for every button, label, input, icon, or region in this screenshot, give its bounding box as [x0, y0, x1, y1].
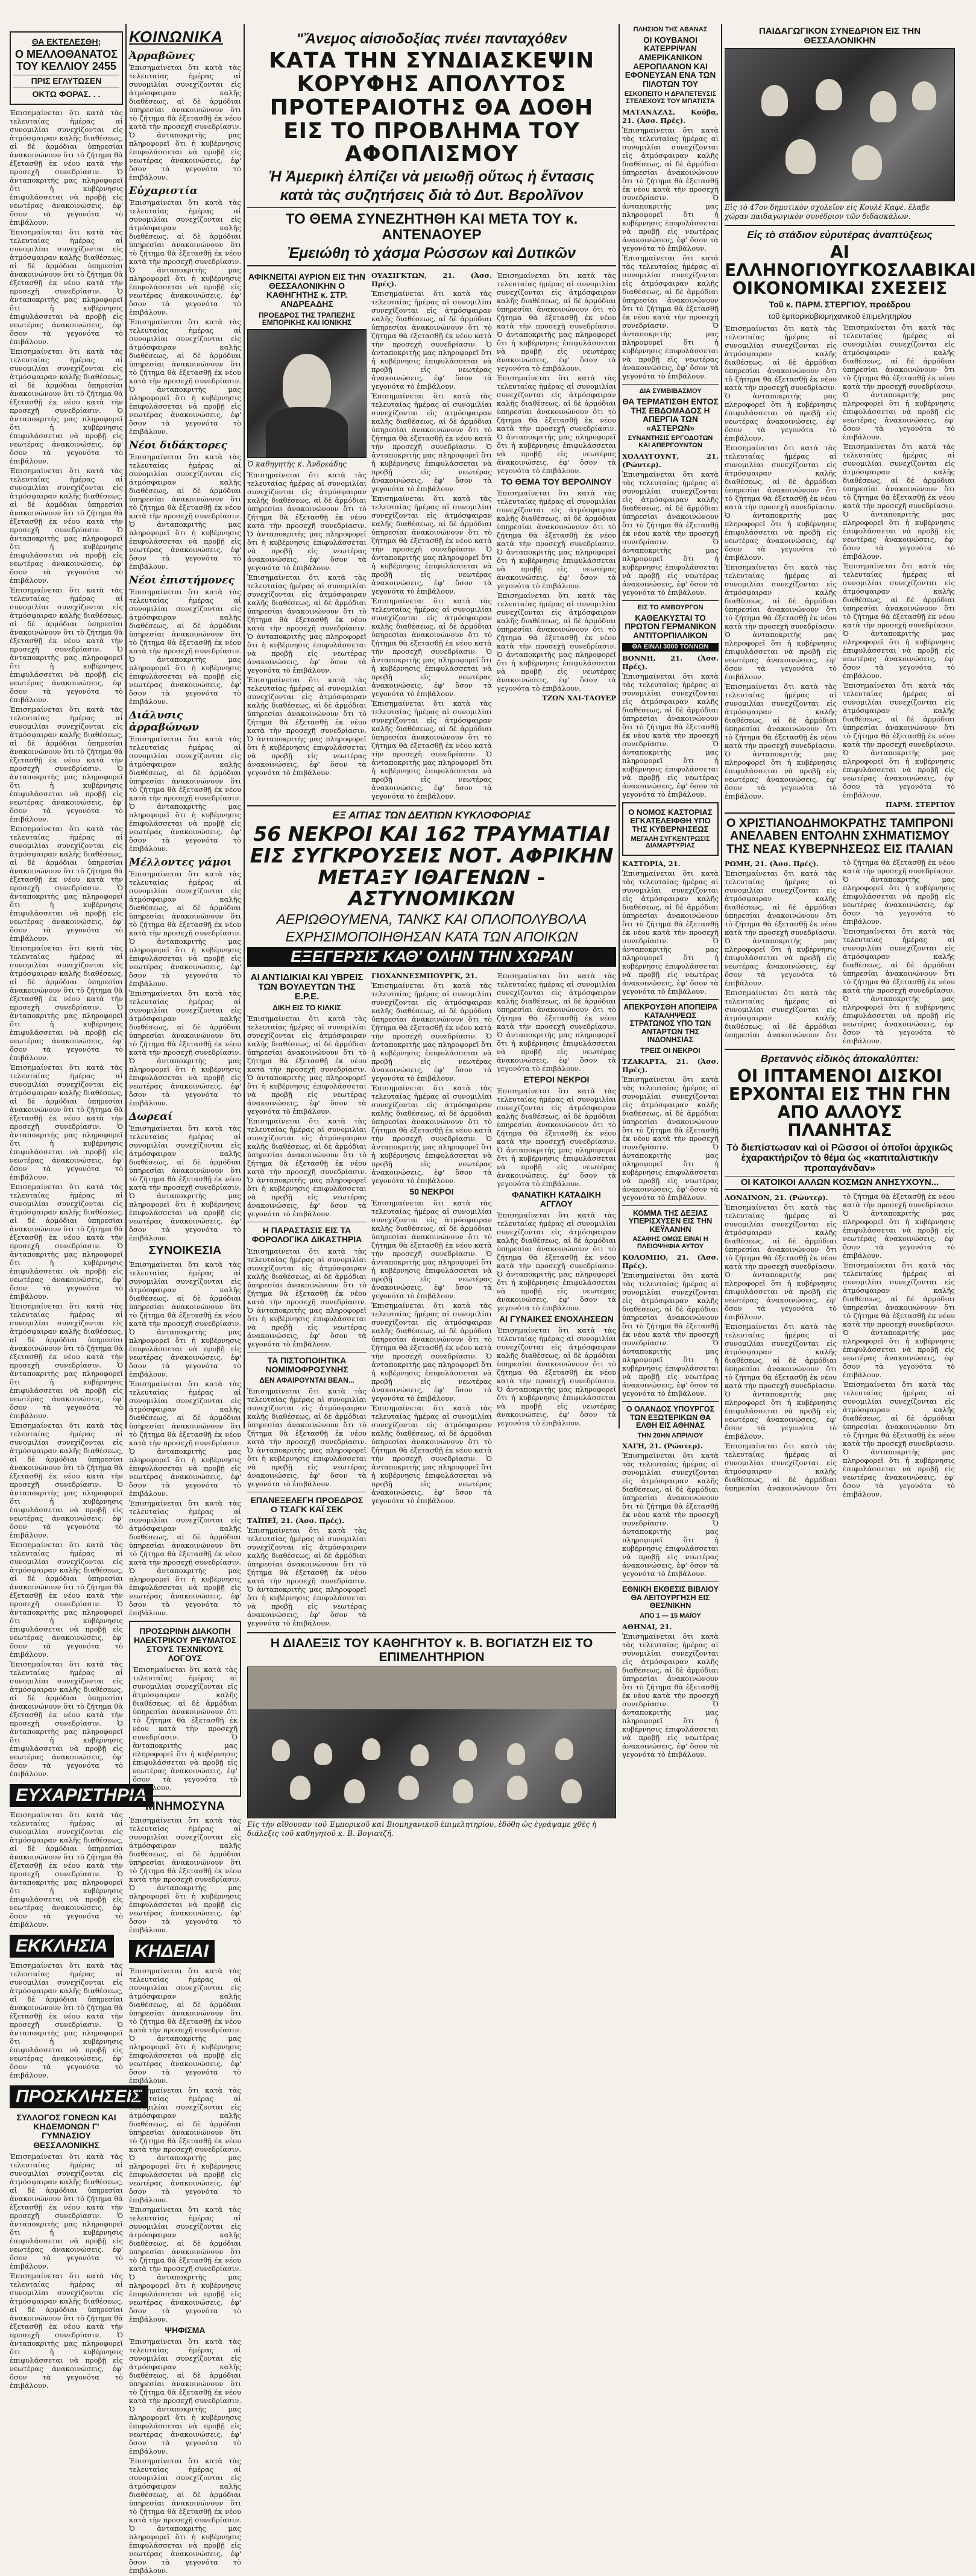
- sub-theme: ΤΟ ΘΕΜΑ ΤΟΥ ΒΕΡΟΛΙΝΟΥ: [501, 477, 612, 487]
- body-text: Ἐπισημαίνεται ὅτι κατὰ τὰς τελευταίας ἡμέρας αἱ συνομιλίαι συνεχίζονται εἰς ἀτμόσφαιραν καλῆς διαθέσεως, αἱ δὲ ἀρμόδιαι ὑπηρεσίαι ἀνακοινώνουν ὅτι τὸ ζήτημα θὰ ἐξετασθῇ ἐκ νέου κατὰ τὴν προσεχῆ συνεδρίασιν. Ὁ ἀνταποκριτὴς μας πληροφορεῖ ὅτι ἡ κυβέρνησις ἐπιφυλάσσεται νὰ προβῇ εἰς νεωτέρας ἀνακοινώσεις, ἐφ' ὅσον τὰ γεγονότα τὸ ἐπιβάλουν.: [129, 1815, 241, 1934]
- andreadis-headline: ΑΦΙΚΝΕΙΤΑΙ ΑΥΡΙΟΝ ΕΙΣ ΤΗΝ ΘΕΣΣΑΛΟΝΙΚΗΝ Ο ΚΑΘΗΓΗΤΗΣ κ. ΣΤΡ. ΑΝΔΡΕΑΔΗΣ: [248, 272, 366, 309]
- story-sub: ΟΚΤΩ ΦΟΡΑΣ. . .: [32, 89, 101, 99]
- body-text: Ἐπισημαίνεται ὅτι κατὰ τὰς τελευταίας ἡμέρας αἱ συνομιλίαι συνεχίζονται εἰς ἀτμόσφαιραν καλῆς διαθέσεως, αἱ δὲ ἀρμόδιαι ὑπηρεσίαι ἀνακοινώνουν ὅτι τὸ ζήτημα θὰ ἐξετασθῇ ἐκ νέου κατὰ τὴν προσεχῆ συνεδρίασιν. Ὁ ἀνταποκριτὴς μας πληροφορεῖ ὅτι ἡ κυβέρνησις ἐπιφυλάσσεται νὰ προβῇ εἰς νεωτέρας ἀνακοινώσεις, ἐφ' ὅσον τὰ γεγονότα τὸ ἐπιβάλουν.: [371, 1198, 492, 1300]
- body-text: Ἐπισημαίνεται ὅτι κατὰ τὰς τελευταίας ἡμέρας αἱ συνομιλίαι συνεχίζονται εἰς ἀτμόσφαιραν καλῆς διαθέσεως, αἱ δὲ ἀρμόδιαι ὑπηρεσίαι ἀνακοινώνουν ὅτι τὸ ζήτημα θὰ ἐξετασθῇ ἐκ νέου κατὰ τὴν προσεχῆ συνεδρίασιν. Ὁ ἀνταποκριτὴς μας πληροφορεῖ ὅτι ἡ κυβέρνησις ἐπιφυλάσσεται νὰ προβῇ εἰς νεωτέρας ἀνακοινώσεις, ἐφ' ὅσον τὰ γεγονότα τὸ ἐπιβάλουν.: [622, 1271, 719, 1398]
- body-text: Ἐπισημαίνεται ὅτι κατὰ τὰς τελευταίας ἡμέρας αἱ συνομιλίαι συνεχίζονται εἰς ἀτμόσφαιραν καλῆς διαθέσεως, αἱ δὲ ἀρμόδιαι ὑπηρεσίαι ἀνακοινώνουν ὅτι τὸ ζήτημα θὰ ἐξετασθῇ ἐκ νέου κατὰ τὴν προσεχῆ συνεδρίασιν. Ὁ ἀνταποκριτὴς μας πληροφορεῖ ὅτι ἡ κυβέρνησις ἐπιφυλάσσεται νὰ προβῇ εἰς νεωτέρας ἀνακοινώσεις, ἐφ' ὅσον τὰ γεγονότα τὸ ἐπιβάλουν.: [10, 108, 123, 227]
- indonesia-sub: ΤΡΕΙΣ ΟΙ ΝΕΚΡΟΙ: [640, 1046, 701, 1055]
- body-text: Ἐπισημαίνεται ὅτι κατὰ τὰς τελευταίας ἡμέρας αἱ συνομιλίαι συνεχίζονται εἰς ἀτμόσφαιραν καλῆς διαθέσεως, αἱ δὲ ἀρμόδιαι ὑπηρεσίαι ἀνακοινώνουν ὅτι τὸ ζήτημα θὰ ἐξετασθῇ ἐκ νέου κατὰ τὴν προσεχῆ συνεδρίασιν. Ὁ ἀνταποκριτὴς μας πληροφορεῖ ὅτι ἡ κυβέρνησις ἐπιφυλάσσεται νὰ προβῇ εἰς νεωτέρας ἀνακοινώσεις, ἐφ' ὅσον τὰ γεγονότα τὸ ἐπιβάλουν.: [622, 470, 719, 597]
- dateline: ΛΟΝΔΙΝΟΝ, 21. (Ρώυτερ).: [725, 1193, 828, 1202]
- body-text: Ἐπισημαίνεται ὅτι κατὰ τὰς τελευταίας ἡμέρας αἱ συνομιλίαι συνεχίζονται εἰς ἀτμόσφαιραν καλῆς διαθέσεως, αἱ δὲ ἀρμόδιαι ὑπηρεσίαι ἀνακοινώνουν ὅτι τὸ ζήτημα θὰ ἐξετασθῇ ἐκ νέου κατὰ τὴν προσεχῆ συνεδρίασιν. Ὁ ἀνταποκριτὴς μας πληροφορεῖ ὅτι ἡ κυβέρνησις ἐπιφυλάσσεται νὰ προβῇ εἰς νεωτέρας ἀνακοινώσεις, ἐφ' ὅσον τὰ γεγονότα τὸ ἐπιβάλουν.: [622, 1451, 719, 1579]
- body-text: Ἐπισημαίνεται ὅτι κατὰ τὰς τελευταίας ἡμέρας αἱ συνομιλίαι συνεχίζονται εἰς ἀτμόσφαιραν καλῆς διαθέσεως, αἱ δὲ ἀρμόδιαι ὑπηρεσίαι ἀνακοινώνουν ὅτι τὸ ζήτημα θὰ ἐξετασθῇ ἐκ νέου κατὰ τὴν προσεχῆ συνεδρίασιν. Ὁ ἀνταποκριτὴς μας πληροφορεῖ ὅτι ἡ κυβέρνησις ἐπιφυλάσσεται νὰ προβῇ εἰς νεωτέρας ἀνακοινώσεις, ἐφ' ὅσον τὰ γεγονότα τὸ ἐπιβάλουν.: [497, 971, 616, 1073]
- column-5: [725, 24, 976, 1498]
- power-notice: [129, 1621, 241, 1797]
- dateline: ΚΑΣΤΟΡΙΑ, 21.: [622, 859, 681, 869]
- body-text: Ἐπισημαίνεται ὅτι κατὰ τὰς τελευταίας ἡμέρας αἱ συνομιλίαι συνεχίζονται εἰς ἀτμόσφαιραν καλῆς διαθέσεως, αἱ δὲ ἀρμόδιαι ὑπηρεσίαι ἀνακοινώνουν ὅτι τὸ ζήτημα θὰ ἐξετασθῇ ἐκ νέου κατὰ τὴν προσεχῆ συνεδρίασιν. Ὁ ἀνταποκριτὴς μας πληροφορεῖ ὅτι ἡ κυβέρνησις ἐπιφυλάσσεται νὰ προβῇ εἰς νεωτέρας ἀνακοινώσεις, ἐφ' ὅσον τὰ γεγονότα τὸ ἐπιβάλουν.: [843, 927, 955, 1046]
- economy-author: Τοῦ κ. ΠΑΡΜ. ΣΤΕΡΓΙΟΥ, προέδρου: [769, 300, 911, 310]
- body-text: Ἐπισημαίνεται ὅτι κατὰ τὰς τελευταίας ἡμέρας αἱ συνομιλίαι συνεχίζονται εἰς ἀτμόσφαιραν καλῆς διαθέσεως, αἱ δὲ ἀρμόδιαι ὑπηρεσίαι ἀνακοινώνουν ὅτι τὸ ζήτημα θὰ ἐξετασθῇ ἐκ νέου κατὰ τὴν προσεχῆ συνεδρίασιν. Ὁ ἀνταποκριτὴς μας πληροφορεῖ ὅτι ἡ κυβέρνησις ἐπιφυλάσσεται νὰ προβῇ εἰς νεωτέρας ἀνακοινώσεις, ἐφ' ὅσον τὰ γεγονότα τὸ ἐπιβάλουν.: [725, 858, 955, 1040]
- book-fair-sub: ΑΠΟ 1 — 15 ΜΑΪΟΥ: [640, 1612, 701, 1619]
- column-rule: [125, 24, 127, 1428]
- subsection-synoikesia: ΣΥΝΟΙΚΕΣΙΑ: [148, 1244, 222, 1257]
- body-text: Ἐπισημαίνεται ὅτι κατὰ τὰς τελευταίας ἡμέρας αἱ συνομιλίαι συνεχίζονται εἰς ἀτμόσφαιραν καλῆς διαθέσεως, αἱ δὲ ἀρμόδιαι ὑπηρεσίαι ἀνακοινώνουν ὅτι τὸ ζήτημα θὰ ἐξετασθῇ ἐκ νέου κατὰ τὴν προσεχῆ συνεδρίασιν. Ὁ ἀνταποκριτὴς μας πληροφορεῖ ὅτι ἡ κυβέρνησις ἐπιφυλάσσεται νὰ προβῇ εἰς νεωτέρας ἀνακοινώσεις, ἐφ' ὅσον τὰ γεγονότα τὸ ἐπιβάλουν.: [129, 989, 241, 1107]
- body-text: Ἐπισημαίνεται ὅτι κατὰ τὰς τελευταίας ἡμέρας αἱ συνομιλίαι συνεχίζονται εἰς ἀτμόσφαιραν καλῆς διαθέσεως, αἱ δὲ ἀρμόδιαι ὑπηρεσίαι ἀνακοινώνουν ὅτι τὸ ζήτημα θὰ ἐξετασθῇ ἐκ νέου κατὰ τὴν προσεχῆ συνεδρίασιν. Ὁ ἀνταποκριτὴς μας πληροφορεῖ ὅτι ἡ κυβέρνησις ἐπιφυλάσσεται νὰ προβῇ εἰς νεωτέρας ἀνακοινώσεις, ἐφ' ὅσον τὰ γεγονότα τὸ ἐπιβάλουν.: [10, 944, 123, 1063]
- africa-deck-1: ΑΕΡΙΩΘΟΥΜΕΝΑ, ΤΑΝΚΣ ΚΑΙ ΟΠΛΟΠΟΛΥΒΟΛΑ: [276, 911, 587, 927]
- body-text: Ἐπισημαίνεται ὅτι κατὰ τὰς τελευταίας ἡμέρας αἱ συνομιλίαι συνεχίζονται εἰς ἀτμόσφαιραν καλῆς διαθέσεως, αἱ δὲ ἀρμόδιαι ὑπηρεσίαι ἀνακοινώνουν ὅτι τὸ ζήτημα θὰ ἐξετασθῇ ἐκ νέου κατὰ τὴν προσεχῆ συνεδρίασιν. Ὁ ἀνταποκριτὴς μας πληροφορεῖ ὅτι ἡ κυβέρνησις ἐπιφυλάσσεται νὰ προβῇ εἰς νεωτέρας ἀνακοινώσεις, ἐφ' ὅσον τὰ γεγονότα τὸ ἐπιβάλουν.: [10, 467, 123, 585]
- byline: ΤΖΩΝ ΧΑΙ-ΤΑΟΥΕΡ: [542, 694, 616, 703]
- dateline: ΓΙΟΧΑΝΝΕΣΜΠΟΥΡΓΚ, 21.: [371, 971, 477, 980]
- certificates-sub: ΔΕΝ ΑΦΑΙΡΟΥΝΤΑΙ ΒΕΑΝ...: [259, 1375, 354, 1384]
- body-text: Ἐπισημαίνεται ὅτι κατὰ τὰς τελευταίας ἡμέρας αἱ συνομιλίαι συνεχίζονται εἰς ἀτμόσφαιραν καλῆς διαθέσεως, αἱ δὲ ἀρμόδιαι ὑπηρεσίαι ἀνακοινώνουν ὅτι τὸ ζήτημα θὰ ἐξετασθῇ ἐκ νέου κατὰ τὴν προσεχῆ συνεδρίασιν. Ὁ ἀνταποκριτὴς μας πληροφορεῖ ὅτι ἡ κυβέρνησις ἐπιφυλάσσεται νὰ προβῇ εἰς νεωτέρας ἀνακοινώσεις, ἐφ' ὅσον τὰ γεγονότα τὸ ἐπιβάλουν.: [497, 489, 616, 591]
- dutch-minister-headline: Ο ΟΛΑΝΔΟΣ ΥΠΟΥΡΓΟΣ ΤΩΝ ΕΞΩΤΕΡΙΚΩΝ ΘΑ ΕΛΘΗ ΕΙΣ ΑΘΗΝΑΣ: [626, 1405, 715, 1430]
- kastoria-box: [622, 802, 719, 856]
- body-text: Ἐπισημαίνεται ὅτι κατὰ τὰς τελευταίας ἡμέρας αἱ συνομιλίαι συνεχίζονται εἰς ἀτμόσφαιραν καλῆς διαθέσεως, αἱ δὲ ἀρμόδιαι ὑπηρεσίαι ἀνακοινώνουν ὅτι τὸ ζήτημα θὰ ἐξετασθῇ ἐκ νέου κατὰ τὴν προσεχῆ συνεδρίασιν. Ὁ ἀνταποκριτὴς μας πληροφορεῖ ὅτι ἡ κυβέρνησις ἐπιφυλάσσεται νὰ προβῇ εἰς νεωτέρας ἀνακοινώσεις, ἐφ' ὅσον τὰ γεγονότα τὸ ἐπιβάλουν.: [10, 2271, 123, 2390]
- story-kelli-2455: [10, 31, 123, 105]
- body-text: Ἐπισημαίνεται ὅτι κατὰ τὰς τελευταίας ἡμέρας αἱ συνομιλίαι συνεχίζονται εἰς ἀτμόσφαιραν καλῆς διαθέσεως, αἱ δὲ ἀρμόδιαι ὑπηρεσίαι ἀνακοινώνουν ὅτι τὸ ζήτημα θὰ ἐξετασθῇ ἐκ νέου κατὰ τὴν προσεχῆ συνεδρίασιν. Ὁ ἀνταποκριτὴς μας πληροφορεῖ ὅτι ἡ κυβέρνησις ἐπιφυλάσσεται νὰ προβῇ εἰς νεωτέρας ἀνακοινώσεις, ἐφ' ὅσον τὰ γεγονότα τὸ ἐπιβάλουν.: [247, 676, 367, 778]
- africa-sub-3: ΦΑΝΑΤΙΚΗ ΚΑΤΑΔΙΚΗ ΑΓΓΛΟΥ: [512, 1189, 601, 1208]
- ceylon-headline: ΚΟΜΜΑ ΤΗΣ ΔΕΞΙΑΣ ΥΠΕΡΙΣΧΥΣΕΝ ΕΙΣ ΤΗΝ ΚΕΫΛΑΝΗΝ: [628, 1208, 713, 1234]
- ufo-headline: ΟΙ ΙΠΤΑΜΕΝΟΙ ΔΙΣΚΟΙ ΕΡΧΟΝΤΑΙ ΕΙΣ ΤΗΝ ΓΗΝ ΑΠΟ ΑΛΛΟΥΣ ΠΛΑΝΗΤΑΣ: [728, 1066, 951, 1141]
- indonesia-headline: ΑΠΕΚΡΟΥΣΘΗ ΑΠΟΠΕΙΡΑ ΚΑΤΑΛΗΨΕΩΣ ΣΤΡΑΤΩΝΟΣ ΥΠΟ ΤΩΝ ΑΝΤΑΡΤΩΝ ΤΗΣ ΙΝΔΟΝΗΣΙΑΣ: [623, 1003, 717, 1045]
- power-notice-title: ΠΡΟΣΩΡΙΝΗ ΔΙΑΚΟΠΗ ΗΛΕΚΤΡΙΚΟΥ ΡΕΥΜΑΤΟΣ ΣΤΟΥΣ ΤΕΧΝΙΚΟΥΣ ΛΟΓΟΥΣ: [133, 1626, 237, 1663]
- body-text: Ἐπισημαίνεται ὅτι κατὰ τὰς τελευταίας ἡμέρας αἱ συνομιλίαι συνεχίζονται εἰς ἀτμόσφαιραν καλῆς διαθέσεως, αἱ δὲ ἀρμόδιαι ὑπηρεσίαι ἀνακοινώνουν ὅτι τὸ ζήτημα θὰ ἐξετασθῇ ἐκ νέου κατὰ τὴν προσεχῆ συνεδρίασιν. Ὁ ἀνταποκριτὴς μας πληροφορεῖ ὅτι ἡ κυβέρνησις ἐπιφυλάσσεται νὰ προβῇ εἰς νεωτέρας ἀνακοινώσεις, ἐφ' ὅσον τὰ γεγονότα τὸ ἐπιβάλουν.: [622, 126, 719, 253]
- congress-photo-headline: ΠΑΙΔΑΓΩΓΙΚΟΝ ΣΥΝΕΔΡΙΟΝ ΕΙΣ ΤΗΝ ΘΕΣΣΑΛΟΝΙΚΗΝ: [758, 26, 921, 46]
- body-text: Ἐπισημαίνεται ὅτι κατὰ τὰς τελευταίας ἡμέρας αἱ συνομιλίαι συνεχίζονται εἰς ἀτμόσφαιραν καλῆς διαθέσεως, αἱ δὲ ἀρμόδιαι ὑπηρεσίαι ἀνακοινώνουν ὅτι τὸ ζήτημα θὰ ἐξετασθῇ ἐκ νέου κατὰ τὴν προσεχῆ συνεδρίασιν. Ὁ ἀνταποκριτὴς μας πληροφορεῖ ὅτι ἡ κυβέρνησις ἐπιφυλάσσεται νὰ προβῇ εἰς νεωτέρας ἀνακοινώσεις, ἐφ' ὅσον τὰ γεγονότα τὸ ἐπιβάλουν.: [725, 324, 837, 442]
- body-text: Ἐπισημαίνεται ὅτι κατὰ τὰς τελευταίας ἡμέρας αἱ συνομιλίαι συνεχίζονται εἰς ἀτμόσφαιραν καλῆς διαθέσεως, αἱ δὲ ἀρμόδιαι ὑπηρεσίαι ἀνακοινώνουν ὅτι τὸ ζήτημα θὰ ἐξετασθῇ ἐκ νέου κατὰ τὴν προσεχῆ συνεδρίασιν. Ὁ ἀνταποκριτὴς μας πληροφορεῖ ὅτι ἡ κυβέρνησις ἐπιφυλάσσεται νὰ προβῇ εἰς νεωτέρας ἀνακοινώσεις, ἐφ' ὅσον τὰ γεγονότα τὸ ἐπιβάλουν.: [10, 2152, 123, 2270]
- africa-sub-4: ΑΙ ΓΥΝΑΙΚΕΣ ΕΝΟΧΛΗΣΕΩΝ: [499, 1314, 614, 1324]
- body-text: Ἐπισημαίνεται ὅτι κατὰ τὰς τελευταίας ἡμέρας αἱ συνομιλίαι συνεχίζονται εἰς ἀτμόσφαιραν καλῆς διαθέσεως, αἱ δὲ ἀρμόδιαι ὑπηρεσίαι ἀνακοινώνουν ὅτι τὸ ζήτημα θὰ ἐξετασθῇ ἐκ νέου κατὰ τὴν προσεχῆ συνεδρίασιν. Ὁ ἀνταποκριτὴς μας πληροφορεῖ ὅτι ἡ κυβέρνησις ἐπιφυλάσσεται νὰ προβῇ εἰς νεωτέρας ἀνακοινώσεις, ἐφ' ὅσον τὰ γεγονότα τὸ ἐπιβάλουν.: [129, 1379, 241, 1498]
- section-kideiai: ΚΗΔΕΙΑΙ: [129, 1940, 215, 1963]
- body-text: Ἐπισημαίνεται ὅτι κατὰ τὰς τελευταίας ἡμέρας αἱ συνομιλίαι συνεχίζονται εἰς ἀτμόσφαιραν καλῆς διαθέσεως, αἱ δὲ ἀρμόδιαι ὑπηρεσίαι ἀνακοινώνουν ὅτι τὸ ζήτημα θὰ ἐξετασθῇ ἐκ νέου κατὰ τὴν προσεχῆ συνεδρίασιν. Ὁ ἀνταποκριτὴς μας πληροφορεῖ ὅτι ἡ κυβέρνησις ἐπιφυλάσσεται νὰ προβῇ εἰς νεωτέρας ἀνακοινώσεις, ἐφ' ὅσον τὰ γεγονότα τὸ ἐπιβάλουν.: [843, 561, 955, 680]
- kilkis-sub: ΔΙΚΗ ΕΙΣ ΤΟ ΚΙΛΚΙΣ: [272, 1004, 341, 1013]
- congress-photo: [725, 48, 955, 201]
- body-text: Ἐπισημαίνεται ὅτι κατὰ τὰς τελευταίας ἡμέρας αἱ συνομιλίαι συνεχίζονται εἰς ἀτμόσφαιραν καλῆς διαθέσεως, αἱ δὲ ἀρμόδιαι ὑπηρεσίαι ἀνακοινώνουν ὅτι τὸ ζήτημα θὰ ἐξετασθῇ ἐκ νέου κατὰ τὴν προσεχῆ συνεδρίασιν. Ὁ ἀνταποκριτὴς μας πληροφορεῖ ὅτι ἡ κυβέρνησις ἐπιφυλάσσεται νὰ προβῇ εἰς νεωτέρας ἀνακοινώσεις, ἐφ' ὅσον τὰ γεγονότα τὸ ἐπιβάλουν.: [10, 1961, 123, 2080]
- body-text: Ἐπισημαίνεται ὅτι κατὰ τὰς τελευταίας ἡμέρας αἱ συνομιλίαι συνεχίζονται εἰς ἀτμόσφαιραν καλῆς διαθέσεως, αἱ δὲ ἀρμόδιαι ὑπηρεσίαι ἀνακοινώνουν ὅτι τὸ ζήτημα θὰ ἐξετασθῇ ἐκ νέου κατὰ τὴν προσεχῆ συνεδρίασιν. Ὁ ἀνταποκριτὴς μας πληροφορεῖ ὅτι ἡ κυβέρνησις ἐπιφυλάσσεται νὰ προβῇ εἰς νεωτέρας ἀνακοινώσεις, ἐφ' ὅσον τὰ γεγονότα τὸ ἐπιβάλουν.: [129, 1966, 241, 2085]
- subsection-eucharistia: Εὐχαριστία: [129, 185, 198, 197]
- strike-kicker: ΔΙΑ ΣΥΜΒΙΒΑΣΜΟΥ: [639, 388, 702, 395]
- body-text: Ἐπισημαίνεται ὅτι κατὰ τὰς τελευταίας ἡμέρας αἱ συνομιλίαι συνεχίζονται εἰς ἀτμόσφαιραν καλῆς διαθέσεως, αἱ δὲ ἀρμόδιαι ὑπηρεσίαι ἀνακοινώνουν ὅτι τὸ ζήτημα θὰ ἐξετασθῇ ἐκ νέου κατὰ τὴν προσεχῆ συνεδρίασιν. Ὁ ἀνταποκριτὴς μας πληροφορεῖ ὅτι ἡ κυβέρνησις ἐπιφυλάσσεται νὰ προβῇ εἰς νεωτέρας ἀνακοινώσεις, ἐφ' ὅσον τὰ γεγονότα τὸ ἐπιβάλουν.: [622, 671, 719, 799]
- africa-col-a: [371, 970, 492, 1629]
- dateline: ΤΑΪΠΕΪ, 21. (Ἀσσ. Πρές).: [247, 1516, 345, 1525]
- ufo-kicker: Βρεταννὸς εἰδικὸς ἀποκαλύπτει:: [760, 1053, 919, 1065]
- body-text: Ἐπισημαίνεται ὅτι κατὰ τὰς τελευταίας ἡμέρας αἱ συνομιλίαι συνεχίζονται εἰς ἀτμόσφαιραν καλῆς διαθέσεως, αἱ δὲ ἀρμόδιαι ὑπηρεσίαι ἀνακοινώνουν ὅτι τὸ ζήτημα θὰ ἐξετασθῇ ἐκ νέου κατὰ τὴν προσεχῆ συνεδρίασιν. Ὁ ἀνταποκριτὴς μας πληροφορεῖ ὅτι ἡ κυβέρνησις ἐπιφυλάσσεται νὰ προβῇ εἰς νεωτέρας ἀνακοινώσεις, ἐφ' ὅσον τὰ γεγονότα τὸ ἐπιβάλουν.: [129, 1260, 241, 1378]
- main-headline: ΚΑΤΑ ΤΗΝ ΣΥΝΔΙΑΣΚΕΨΙΝ ΚΟΡΥΦΗΣ ΑΠΟΛΥΤΟΣ ΠΡΟΤΕΡΑΙΟΤΗΣ ΘΑ ΔΟΘΗ ΕΙΣ ΤΟ ΠΡΟΒΛΗΜΑ ΤΟΥ ΑΦΟΠΛΙΣΜΟΥ: [268, 48, 595, 167]
- body-text: Ἐπισημαίνεται ὅτι κατὰ τὰς τελευταίας ἡμέρας αἱ συνομιλίαι συνεχίζονται εἰς ἀτμόσφαιραν καλῆς διαθέσεως, αἱ δὲ ἀρμόδιαι ὑπηρεσίαι ἀνακοινώνουν ὅτι τὸ ζήτημα θὰ ἐξετασθῇ ἐκ νέου κατὰ τὴν προσεχῆ συνεδρίασιν. Ὁ ἀνταποκριτὴς μας πληροφορεῖ ὅτι ἡ κυβέρνησις ἐπιφυλάσσεται νὰ προβῇ εἰς νεωτέρας ἀνακοινώσεις, ἐφ' ὅσον τὰ γεγονότα τὸ ἐπιβάλουν.: [10, 347, 123, 466]
- economy-kicker: Εἰς τὸ στάδιον εὐρυτέρας ἀναπτύξεως: [747, 229, 933, 241]
- body-text: Ἐπισημαίνεται ὅτι κατὰ τὰς τελευταίας ἡμέρας αἱ συνομιλίαι συνεχίζονται εἰς ἀτμόσφαιραν καλῆς διαθέσεως, αἱ δὲ ἀρμόδιαι ὑπηρεσίαι ἀνακοινώνουν ὅτι τὸ ζήτημα θὰ ἐξετασθῇ ἐκ νέου κατὰ τὴν προσεχῆ συνεδρίασιν. Ὁ ἀνταποκριτὴς μας πληροφορεῖ ὅτι ἡ κυβέρνησις ἐπιφυλάσσεται νὰ προβῇ εἰς νεωτέρας ἀνακοινώσεις, ἐφ' ὅσον τὰ γεγονότα τὸ ἐπιβάλουν.: [622, 254, 719, 381]
- main-deck-3: ΤΟ ΘΕΜΑ ΣΥΝΕΖΗΤΗΘΗ ΚΑΙ ΜΕΤΑ ΤΟΥ κ. ΑΝΤΕΝΑΟΥΕΡ: [285, 211, 578, 243]
- body-text: Ἐπισημαίνεται ὅτι κατὰ τὰς τελευταίας ἡμέρας αἱ συνομιλίαι συνεχίζονται εἰς ἀτμόσφαιραν καλῆς διαθέσεως, αἱ δὲ ἀρμόδιαι ὑπηρεσίαι ἀνακοινώνουν ὅτι τὸ ζήτημα θὰ ἐξετασθῇ ἐκ νέου κατὰ τὴν προσεχῆ συνεδρίασιν. Ὁ ἀνταποκριτὴς μας πληροφορεῖ ὅτι ἡ κυβέρνησις ἐπιφυλάσσεται νὰ προβῇ εἰς νεωτέρας ἀνακοινώσεις, ἐφ' ὅσον τὰ γεγονότα τὸ ἐπιβάλουν.: [129, 318, 241, 436]
- dateline: ΚΟΛΟΜΠΟ, 21. (Ἀσσ. Πρές).: [622, 1253, 719, 1271]
- story-sub: ΠΡΙΣ ΕΓΛΥΤΩΣΕΝ: [13, 75, 119, 87]
- body-text: Ἐπισημαίνεται ὅτι κατὰ τὰς τελευταίας ἡμέρας αἱ συνομιλίαι συνεχίζονται εἰς ἀτμόσφαιραν καλῆς διαθέσεως, αἱ δὲ ἀρμόδιαι ὑπηρεσίαι ἀνακοινώνουν ὅτι τὸ ζήτημα θὰ ἐξετασθῇ ἐκ νέου κατὰ τὴν προσεχῆ συνεδρίασιν. Ὁ ἀνταποκριτὴς μας πληροφορεῖ ὅτι ἡ κυβέρνησις ἐπιφυλάσσεται νὰ προβῇ εἰς νεωτέρας ἀνακοινώσεις, ἐφ' ὅσον τὰ γεγονότα τὸ ἐπιβάλουν.: [497, 1326, 616, 1428]
- tax-court-headline: Η ΠΑΡΑΣΤΑΣΙΣ ΕΙΣ ΤΑ ΦΟΡΟΛΟΓΙΚΑ ΔΙΚΑΣΤΗΡΙΑ: [251, 1225, 362, 1245]
- lecture-caption: Εἰς τὴν αἴθουσαν τοῦ Ἐμπορικοῦ καὶ Βιομηχανικοῦ ἐπιμελητηρίου, ἐδόθη ὡς ἐγράψαμε χθὲς ἡ διάλεξις τοῦ καθηγητοῦ κ. Β. Βογιατζῆ.: [247, 1820, 597, 1838]
- body-text: Ἐπισημαίνεται ὅτι κατὰ τὰς τελευταίας ἡμέρας αἱ συνομιλίαι συνεχίζονται εἰς ἀτμόσφαιραν καλῆς διαθέσεως, αἱ δὲ ἀρμόδιαι ὑπηρεσίαι ἀνακοινώνουν ὅτι τὸ ζήτημα θὰ ἐξετασθῇ ἐκ νέου κατὰ τὴν προσεχῆ συνεδρίασιν. Ὁ ἀνταποκριτὴς μας πληροφορεῖ ὅτι ἡ κυβέρνησις ἐπιφυλάσσεται νὰ προβῇ εἰς νεωτέρας ἀνακοινώσεις, ἐφ' ὅσον τὰ γεγονότα τὸ ἐπιβάλουν.: [10, 1421, 123, 1540]
- ufo-deck: Τὸ διεπίστωσαν καὶ οἱ Ρῶσσοι οἱ ὁποῖοι ἀρχικῶς ἐχαρακτήριζον τὸ θέμα ὡς «καπιταλιστικὴν προπαγάνδαν»: [726, 1142, 953, 1174]
- section-psifisma: ΨΗΦΙΣΜΑ: [165, 2325, 206, 2335]
- body-text: Ἐπισημαίνεται ὅτι κατὰ τὰς τελευταίας ἡμέρας αἱ συνομιλίαι συνεχίζονται εἰς ἀτμόσφαιραν καλῆς διαθέσεως, αἱ δὲ ἀρμόδιαι ὑπηρεσίαι ἀνακοινώνουν ὅτι τὸ ζήτημα θὰ ἐξετασθῇ ἐκ νέου κατὰ τὴν προσεχῆ συνεδρίασιν. Ὁ ἀνταποκριτὴς μας πληροφορεῖ ὅτι ἡ κυβέρνησις ἐπιφυλάσσεται νὰ προβῇ εἰς νεωτέρας ἀνακοινώσεις, ἐφ' ὅσον τὰ γεγονότα τὸ ἐπιβάλουν.: [725, 562, 837, 681]
- dateline: ΡΩΜΗ, 21. (Ἀσσ. Πρές).: [725, 859, 819, 869]
- body-text: Ἐπισημαίνεται ὅτι κατὰ τὰς τελευταίας ἡμέρας αἱ συνομιλίαι συνεχίζονται εἰς ἀτμόσφαιραν καλῆς διαθέσεως, αἱ δὲ ἀρμόδιαι ὑπηρεσίαι ἀνακοινώνουν ὅτι τὸ ζήτημα θὰ ἐξετασθῇ ἐκ νέου κατὰ τὴν προσεχῆ συνεδρίασιν. Ὁ ἀνταποκριτὴς μας πληροφορεῖ ὅτι ἡ κυβέρνησις ἐπιφυλάσσεται νὰ προβῇ εἰς νεωτέρας ἀνακοινώσεις, ἐφ' ὅσον τὰ γεγονότα τὸ ἐπιβάλουν.: [725, 1192, 955, 1492]
- body-text: Ἐπισημαίνεται ὅτι κατὰ τὰς τελευταίας ἡμέρας αἱ συνομιλίαι συνεχίζονται εἰς ἀτμόσφαιραν καλῆς διαθέσεως, αἱ δὲ ἀρμόδιαι ὑπηρεσίαι ἀνακοινώνουν ὅτι τὸ ζήτημα θὰ ἐξετασθῇ ἐκ νέου κατὰ τὴν προσεχῆ συνεδρίασιν. Ὁ ἀνταποκριτὴς μας πληροφορεῖ ὅτι ἡ κυβέρνησις ἐπιφυλάσσεται νὰ προβῇ εἰς νεωτέρας ἀνακοινώσεις, ἐφ' ὅσον τὰ γεγονότα τὸ ἐπιβάλουν.: [371, 1403, 492, 1505]
- dateline: ΑΘΗΝΑΙ, 21.: [622, 1622, 672, 1631]
- summit-col-a: [371, 270, 492, 802]
- dateline: ΧΟΛΛΥΓΟΥΝΤ, 21. (Ρώυτερ).: [622, 452, 719, 470]
- cuba-sub: ΕΣΚΟΠΕΙΤΟ Η ΔΡΑΠΕΤΕΥΣΙΣ ΣΤΕΛΕΧΟΥΣ ΤΟΥ ΜΠΑΤΙΣΤΑ: [624, 90, 717, 105]
- mid-left-col: [247, 970, 367, 1629]
- body-text: Ἐπισημαίνεται ὅτι κατὰ τὰς τελευταίας ἡμέρας αἱ συνομιλίαι συνεχίζονται εἰς ἀτμόσφαιραν καλῆς διαθέσεως, αἱ δὲ ἀρμόδιαι ὑπηρεσίαι ἀνακοινώνουν ὅτι τὸ ζήτημα θὰ ἐξετασθῇ ἐκ νέου κατὰ τὴν προσεχῆ συνεδρίασιν. Ὁ ἀνταποκριτὴς μας πληροφορεῖ ὅτι ἡ κυβέρνησις ἐπιφυλάσσεται νὰ προβῇ εἰς νεωτέρας ἀνακοινώσεις, ἐφ' ὅσον τὰ γεγονότα τὸ ἐπιβάλουν.: [129, 735, 241, 853]
- body-text: Ἐπισημαίνεται ὅτι κατὰ τὰς τελευταίας ἡμέρας αἱ συνομιλίαι συνεχίζονται εἰς ἀτμόσφαιραν καλῆς διαθέσεως, αἱ δὲ ἀρμόδιαι ὑπηρεσίαι ἀνακοινώνουν ὅτι τὸ ζήτημα θὰ ἐξετασθῇ ἐκ νέου κατὰ τὴν προσεχῆ συνεδρίασιν. Ὁ ἀνταποκριτὴς μας πληροφορεῖ ὅτι ἡ κυβέρνησις ἐπιφυλάσσεται νὰ προβῇ εἰς νεωτέρας ἀνακοινώσεις, ἐφ' ὅσον τὰ γεγονότα τὸ ἐπιβάλουν.: [129, 1124, 241, 1242]
- body-text: Ἐπισημαίνεται ὅτι κατὰ τὰς τελευταίας ἡμέρας αἱ συνομιλίαι συνεχίζονται εἰς ἀτμόσφαιραν καλῆς διαθέσεως, αἱ δὲ ἀρμόδιαι ὑπηρεσίαι ἀνακοινώνουν ὅτι τὸ ζήτημα θὰ ἐξετασθῇ ἐκ νέου κατὰ τὴν προσεχῆ συνεδρίασιν. Ὁ ἀνταποκριτὴς μας πληροφορεῖ ὅτι ἡ κυβέρνησις ἐπιφυλάσσεται νὰ προβῇ εἰς νεωτέρας ἀνακοινώσεις, ἐφ' ὅσον τὰ γεγονότα τὸ ἐπιβάλουν.: [725, 682, 837, 800]
- body-text: Ἐπισημαίνεται ὅτι κατὰ τὰς τελευταίας ἡμέρας αἱ συνομιλίαι συνεχίζονται εἰς ἀτμόσφαιραν καλῆς διαθέσεως, αἱ δὲ ἀρμόδιαι ὑπηρεσίαι ἀνακοινώνουν ὅτι τὸ ζήτημα θὰ ἐξετασθῇ ἐκ νέου κατὰ τὴν προσεχῆ συνεδρίασιν. Ὁ ἀνταποκριτὴς μας πληροφορεῖ ὅτι ἡ κυβέρνησις ἐπιφυλάσσεται νὰ προβῇ εἰς νεωτέρας ἀνακοινώσεις, ἐφ' ὅσον τὰ γεγονότα τὸ ἐπιβάλουν.: [10, 705, 123, 824]
- body-text: Ἐπισημαίνεται ὅτι κατὰ τὰς τελευταίας ἡμέρας αἱ συνομιλίαι συνεχίζονται εἰς ἀτμόσφαιραν καλῆς διαθέσεως, αἱ δὲ ἀρμόδιαι ὑπηρεσίαι ἀνακοινώνουν ὅτι τὸ ζήτημα θὰ ἐξετασθῇ ἐκ νέου κατὰ τὴν προσεχῆ συνεδρίασιν. Ὁ ἀνταποκριτὴς μας πληροφορεῖ ὅτι ἡ κυβέρνησις ἐπιφυλάσσεται νὰ προβῇ εἰς νεωτέρας ἀνακοινώσεις, ἐφ' ὅσον τὰ γεγονότα τὸ ἐπιβάλουν.: [10, 1063, 123, 1182]
- body-text: Ἐπισημαίνεται ὅτι κατὰ τὰς τελευταίας ἡμέρας αἱ συνομιλίαι συνεχίζονται εἰς ἀτμόσφαιραν καλῆς διαθέσεως, αἱ δὲ ἀρμόδιαι ὑπηρεσίαι ἀνακοινώνουν ὅτι τὸ ζήτημα θὰ ἐξετασθῇ ἐκ νέου κατὰ τὴν προσεχῆ συνεδρίασιν. Ὁ ἀνταποκριτὴς μας πληροφορεῖ ὅτι ἡ κυβέρνησις ἐπιφυλάσσεται νὰ προβῇ εἰς νεωτέρας ἀνακοινώσεις, ἐφ' ὅσον τὰ γεγονότα τὸ ἐπιβάλουν.: [497, 1086, 616, 1188]
- body-text: Ἐπισημαίνεται ὅτι κατὰ τὰς τελευταίας ἡμέρας αἱ συνομιλίαι συνεχίζονται εἰς ἀτμόσφαιραν καλῆς διαθέσεως, αἱ δὲ ἀρμόδιαι ὑπηρεσίαι ἀνακοινώνουν ὅτι τὸ ζήτημα θὰ ἐξετασθῇ ἐκ νέου κατὰ τὴν προσεχῆ συνεδρίασιν. Ὁ ἀνταποκριτὴς μας πληροφορεῖ ὅτι ἡ κυβέρνησις ἐπιφυλάσσεται νὰ προβῇ εἰς νεωτέρας ἀνακοινώσεις, ἐφ' ὅσον τὰ γεγονότα τὸ ἐπιβάλουν.: [725, 443, 837, 562]
- body-text: Ἐπισημαίνεται ὅτι κατὰ τὰς τελευταίας ἡμέρας αἱ συνομιλίαι συνεχίζονται εἰς ἀτμόσφαιραν καλῆς διαθέσεως, αἱ δὲ ἀρμόδιαι ὑπηρεσίαι ἀνακοινώνουν ὅτι τὸ ζήτημα θὰ ἐξετασθῇ ἐκ νέου κατὰ τὴν προσεχῆ συνεδρίασιν. Ὁ ἀνταποκριτὴς μας πληροφορεῖ ὅτι ἡ κυβέρνησις ἐπιφυλάσσεται νὰ προβῇ εἰς νεωτέρας ἀνακοινώσεις, ἐφ' ὅσον τὰ γεγονότα τὸ ἐπιβάλουν.: [497, 591, 616, 693]
- story-headline: Ο ΜΕΛΛΟΘΑΝΑΤΟΣ ΤΟΥ ΚΕΛΛΙΟΥ 2455: [14, 48, 118, 72]
- dateline: ΒΟΝΝΗ, 21. (Ἀσσ. Πρές).: [622, 653, 719, 671]
- body-text: Ἐπισημαίνεται ὅτι κατὰ τὰς τελευταίας ἡμέρας αἱ συνομιλίαι συνεχίζονται εἰς ἀτμόσφαιραν καλῆς διαθέσεως, αἱ δὲ ἀρμόδιαι ὑπηρεσίαι ἀνακοινώνουν ὅτι τὸ ζήτημα θὰ ἐξετασθῇ ἐκ νέου κατὰ τὴν προσεχῆ συνεδρίασιν. Ὁ ἀνταποκριτὴς μας πληροφορεῖ ὅτι ἡ κυβέρνησις ἐπιφυλάσσεται νὰ προβῇ εἰς νεωτέρας ἀνακοινώσεις, ἐφ' ὅσον τὰ γεγονότα τὸ ἐπιβάλουν.: [10, 228, 123, 347]
- subsection-neoi-epistimones: Νέοι ἐπιστήμονες: [129, 574, 235, 586]
- subsection-mellontes: Μέλλοντες γάμοι: [129, 856, 232, 869]
- body-text: Ἐπισημαίνεται ὅτι κατὰ τὰς τελευταίας ἡμέρας αἱ συνομιλίαι συνεχίζονται εἰς ἀτμόσφαιραν καλῆς διαθέσεως, αἱ δὲ ἀρμόδιαι ὑπηρεσίαι ἀνακοινώνουν ὅτι τὸ ζήτημα θὰ ἐξετασθῇ ἐκ νέου κατὰ τὴν προσεχῆ συνεδρίασιν. Ὁ ἀνταποκριτὴς μας πληροφορεῖ ὅτι ἡ κυβέρνησις ἐπιφυλάσσεται νὰ προβῇ εἰς νεωτέρας ἀνακοινώσεις, ἐφ' ὅσον τὰ γεγονότα τὸ ἐπιβάλουν.: [497, 271, 616, 373]
- main-kicker: "Ἄνεμος αἰσιοδοξίας πνέει πανταχόθεν: [296, 31, 567, 47]
- economy-body: [725, 323, 955, 809]
- body-text: Ἐπισημαίνεται ὅτι κατὰ τὰς τελευταίας ἡμέρας αἱ συνομιλίαι συνεχίζονται εἰς ἀτμόσφαιραν καλῆς διαθέσεως, αἱ δὲ ἀρμόδιαι ὑπηρεσίαι ἀνακοινώνουν ὅτι τὸ ζήτημα θὰ ἐξετασθῇ ἐκ νέου κατὰ τὴν προσεχῆ συνεδρίασιν. Ὁ ἀνταποκριτὴς μας πληροφορεῖ ὅτι ἡ κυβέρνησις ἐπιφυλάσσεται νὰ προβῇ εἰς νεωτέρας ἀνακοινώσεις, ἐφ' ὅσον τὰ γεγονότα τὸ ἐπιβάλουν.: [622, 869, 719, 996]
- body-text: Ἐπισημαίνεται ὅτι κατὰ τὰς τελευταίας ἡμέρας αἱ συνομιλίαι συνεχίζονται εἰς ἀτμόσφαιραν καλῆς διαθέσεως, αἱ δὲ ἀρμόδιαι ὑπηρεσίαι ἀνακοινώνουν ὅτι τὸ ζήτημα θὰ ἐξετασθῇ ἐκ νέου κατὰ τὴν προσεχῆ συνεδρίασιν. Ὁ ἀνταποκριτὴς μας πληροφορεῖ ὅτι ἡ κυβέρνησις ἐπιφυλάσσεται νὰ προβῇ εἰς νεωτέρας ἀνακοινώσεις, ἐφ' ὅσον τὰ γεγονότα τὸ ἐπιβάλουν.: [622, 1075, 719, 1202]
- body-text: Ἐπισημαίνεται ὅτι κατὰ τὰς τελευταίας ἡμέρας αἱ συνομιλίαι συνεχίζονται εἰς ἀτμόσφαιραν καλῆς διαθέσεως, αἱ δὲ ἀρμόδιαι ὑπηρεσίαι ἀνακοινώνουν ὅτι τὸ ζήτημα θὰ ἐξετασθῇ ἐκ νέου κατὰ τὴν προσεχῆ συνεδρίασιν. Ὁ ἀνταποκριτὴς μας πληροφορεῖ ὅτι ἡ κυβέρνησις ἐπιφυλάσσεται νὰ προβῇ εἰς νεωτέρας ἀνακοινώσεις, ἐφ' ὅσον τὰ γεγονότα τὸ ἐπιβάλουν.: [129, 2337, 241, 2455]
- dutch-minister-sub: ΤΗΝ 20ΗΝ ΑΠΡΙΛΙΟΥ: [637, 1431, 704, 1439]
- kastoria-headline: Ο ΝΟΜΟΣ ΚΑΣΤΟΡΙΑΣ ΕΓΚΑΤΕΛΕΙΦΘΗ ΥΠΟ ΤΗΣ ΚΥΒΕΡΝΗΣΕΩΣ: [628, 807, 713, 834]
- body-text: Ἐπισημαίνεται ὅτι κατὰ τὰς τελευταίας ἡμέρας αἱ συνομιλίαι συνεχίζονται εἰς ἀτμόσφαιραν καλῆς διαθέσεως, αἱ δὲ ἀρμόδιαι ὑπηρεσίαι ἀνακοινώνουν ὅτι τὸ ζήτημα θὰ ἐξετασθῇ ἐκ νέου κατὰ τὴν προσεχῆ συνεδρίασιν. Ὁ ἀνταποκριτὴς μας πληροφορεῖ ὅτι ἡ κυβέρνησις ἐπιφυλάσσεται νὰ προβῇ εἰς νεωτέρας ἀνακοινώσεις, ἐφ' ὅσον τὰ γεγονότα τὸ ἐπιβάλουν.: [371, 981, 492, 1082]
- book-fair-headline: ΕΘΝΙΚΗ ΕΚΘΕΣΙΣ ΒΙΒΛΙΟΥ ΘΑ ΛΕΙΤΟΥΡΓΗΣΗ ΕΙΣ ΘΕΣ/ΝΙΚΗΝ: [622, 1585, 719, 1610]
- body-text: Ἐπισημαίνεται ὅτι κατὰ τὰς τελευταίας ἡμέρας αἱ συνομιλίαι συνεχίζονται εἰς ἀτμόσφαιραν καλῆς διαθέσεως, αἱ δὲ ἀρμόδιαι ὑπηρεσίαι ἀνακοινώνουν ὅτι τὸ ζήτημα θὰ ἐξετασθῇ ἐκ νέου κατὰ τὴν προσεχῆ συνεδρίασιν. Ὁ ἀνταποκριτὴς μας πληροφορεῖ ὅτι ἡ κυβέρνησις ἐπιφυλάσσεται νὰ προβῇ εἰς νεωτέρας ἀνακοινώσεις, ἐφ' ὅσον τὰ γεγονότα τὸ ἐπιβάλουν.: [247, 471, 367, 573]
- congress-caption: Εἰς τὸ 47ον δημοτικὸν σχολεῖον εἰς Κουλὲ Καφὲ, ἔλαβε χώραν παιδαγωγικὸν συνέδριον τῶν διδασκάλων.: [725, 203, 930, 221]
- body-text: Ἐπισημαίνεται ὅτι κατὰ τὰς τελευταίας ἡμέρας αἱ συνομιλίαι συνεχίζονται εἰς ἀτμόσφαιραν καλῆς διαθέσεως, αἱ δὲ ἀρμόδιαι ὑπηρεσίαι ἀνακοινώνουν ὅτι τὸ ζήτημα θὰ ἐξετασθῇ ἐκ νέου κατὰ τὴν προσεχῆ συνεδρίασιν. Ὁ ἀνταποκριτὴς μας πληροφορεῖ ὅτι ἡ κυβέρνησις ἐπιφυλάσσεται νὰ προβῇ εἰς νεωτέρας ἀνακοινώσεις, ἐφ' ὅσον τὰ γεγονότα τὸ ἐπιβάλουν.: [129, 63, 241, 181]
- hamburg-headline: ΚΑΘΕΛΚΥΣΤΑΙ ΤΟ ΠΡΩΤΟΝ ΓΕΡΜΑΝΙΚΟΝ ΑΝΤΙΤΟΡΠΙΛΛΙΚΟΝ: [625, 613, 716, 641]
- body-text: Ἐπισημαίνεται ὅτι κατὰ τὰς τελευταίας ἡμέρας αἱ συνομιλίαι συνεχίζονται εἰς ἀτμόσφαιραν καλῆς διαθέσεως, αἱ δὲ ἀρμόδιαι ὑπηρεσίαι ἀνακοινώνουν ὅτι τὸ ζήτημα θὰ ἐξετασθῇ ἐκ νέου κατὰ τὴν προσεχῆ συνεδρίασιν. Ὁ ἀνταποκριτὴς μας πληροφορεῖ ὅτι ἡ κυβέρνησις ἐπιφυλάσσεται νὰ προβῇ εἰς νεωτέρας ἀνακοινώσεις, ἐφ' ὅσον τὰ γεγονότα τὸ ἐπιβάλουν.: [10, 1302, 123, 1421]
- body-text: Ἐπισημαίνεται ὅτι κατὰ τὰς τελευταίας ἡμέρας αἱ συνομιλίαι συνεχίζονται εἰς ἀτμόσφαιραν καλῆς διαθέσεως, αἱ δὲ ἀρμόδιαι ὑπηρεσίαι ἀνακοινώνουν ὅτι τὸ ζήτημα θὰ ἐξετασθῇ ἐκ νέου κατὰ τὴν προσεχῆ συνεδρίασιν. Ὁ ἀνταποκριτὴς μας πληροφορεῖ ὅτι ἡ κυβέρνησις ἐπιφυλάσσεται νὰ προβῇ εἰς νεωτέρας ἀνακοινώσεις, ἐφ' ὅσον τὰ γεγονότα τὸ ἐπιβάλουν.: [129, 2205, 241, 2323]
- body-text: Ἐπισημαίνεται ὅτι κατὰ τὰς τελευταίας ἡμέρας αἱ συνομιλίαι συνεχίζονται εἰς ἀτμόσφαιραν καλῆς διαθέσεως, αἱ δὲ ἀρμόδιαι ὑπηρεσίαι ἀνακοινώνουν ὅτι τὸ ζήτημα θὰ ἐξετασθῇ ἐκ νέου κατὰ τὴν προσεχῆ συνεδρίασιν. Ὁ ἀνταποκριτὴς μας πληροφορεῖ ὅτι ἡ κυβέρνησις ἐπιφυλάσσεται νὰ προβῇ εἰς νεωτέρας ἀνακοινώσεις, ἐφ' ὅσον τὰ γεγονότα τὸ ἐπιβάλουν.: [843, 1380, 955, 1498]
- lecture-headline: Η ΔΙΑΛΕΞΙΣ ΤΟΥ ΚΑΘΗΓΗΤΟΥ κ. Β. ΒΟΓΙΑΤΖΗ ΕΙΣ ΤΟ ΕΠΙΜΕΛΗΤΗΡΙΟΝ: [270, 1636, 593, 1664]
- story-kicker: ΘΑ ΕΚΤΕΛΕΣΘΗ;: [31, 37, 101, 46]
- ceylon-sub: ΑΣΑΦΗΣ ΟΜΩΣ ΕΙΝΑΙ Η ΠΛΕΙΟΨΗΦΙΑ ΑΥΤΟΥ: [632, 1236, 708, 1251]
- certificates-headline: ΤΑ ΠΙΣΤΟΠΟΙΗΤΙΚΑ ΝΟΜΙΜΟΦΡΟΣΥΝΗΣ: [265, 1355, 348, 1374]
- strike-sub: ΣΥΝΑΝΤΗΣΙΣ ΕΡΓΟΔΟΤΩΝ ΚΑΙ ΑΠΕΡΓΟΥΝΤΩΝ: [628, 435, 713, 450]
- body-text: Ἐπισημαίνεται ὅτι κατὰ τὰς τελευταίας ἡμέρας αἱ συνομιλίαι συνεχίζονται εἰς ἀτμόσφαιραν καλῆς διαθέσεως, αἱ δὲ ἀρμόδιαι ὑπηρεσίαι ἀνακοινώνουν ὅτι τὸ ζήτημα θὰ ἐξετασθῇ ἐκ νέου κατὰ τὴν προσεχῆ συνεδρίασιν. Ὁ ἀνταποκριτὴς μας πληροφορεῖ ὅτι ἡ κυβέρνησις ἐπιφυλάσσεται νὰ προβῇ εἰς νεωτέρας ἀνακοινώσεις, ἐφ' ὅσον τὰ γεγονότα τὸ ἐπιβάλουν.: [371, 289, 492, 391]
- dateline: ΟΥΑΣΙΓΚΤΩΝ, 21. (Ἀσσ. Πρές).: [371, 271, 492, 289]
- body-text: Ἐπισημαίνεται ὅτι κατὰ τὰς τελευταίας ἡμέρας αἱ συνομιλίαι συνεχίζονται εἰς ἀτμόσφαιραν καλῆς διαθέσεως, αἱ δὲ ἀρμόδιαι ὑπηρεσίαι ἀνακοινώνουν ὅτι τὸ ζήτημα θὰ ἐξετασθῇ ἐκ νέου κατὰ τὴν προσεχῆ συνεδρίασιν. Ὁ ἀνταποκριτὴς μας πληροφορεῖ ὅτι ἡ κυβέρνησις ἐπιφυλάσσεται νὰ προβῇ εἰς νεωτέρας ἀνακοινώσεις, ἐφ' ὅσον τὰ γεγονότα τὸ ἐπιβάλουν.: [247, 1386, 367, 1488]
- andreadis-caption: Ὁ καθηγητὴς κ. Ἀνδρεάδης: [247, 460, 347, 469]
- africa-sub-2: ΕΤΕΡΟΙ ΝΕΚΡΟΙ: [523, 1074, 590, 1084]
- main-deck-4: Ἐμειώθη τὸ χάσμα Ρώσσων καὶ Δυτικῶν: [288, 245, 576, 262]
- dateline: ΜΑΤΑΝΑΖΑΣ, Κούβα, 21. (Ἀσσ. Πρές).: [622, 108, 719, 125]
- body-text: Ἐπισημαίνεται ὅτι κατὰ τὰς τελευταίας ἡμέρας αἱ συνομιλίαι συνεχίζονται εἰς ἀτμόσφαιραν καλῆς διαθέσεως, αἱ δὲ ἀρμόδιαι ὑπηρεσίαι ἀνακοινώνουν ὅτι τὸ ζήτημα θὰ ἐξετασθῇ ἐκ νέου κατὰ τὴν προσεχῆ συνεδρίασιν. Ὁ ἀνταποκριτὴς μας πληροφορεῖ ὅτι ἡ κυβέρνησις ἐπιφυλάσσεται νὰ προβῇ εἰς νεωτέρας ἀνακοινώσεις, ἐφ' ὅσον τὰ γεγονότα τὸ ἐπιβάλουν.: [371, 597, 492, 699]
- body-text: Ἐπισημαίνεται ὅτι κατὰ τὰς τελευταίας ἡμέρας αἱ συνομιλίαι συνεχίζονται εἰς ἀτμόσφαιραν καλῆς διαθέσεως, αἱ δὲ ἀρμόδιαι ὑπηρεσίαι ἀνακοινώνουν ὅτι τὸ ζήτημα θὰ ἐξετασθῇ ἐκ νέου κατὰ τὴν προσεχῆ συνεδρίασιν. Ὁ ἀνταποκριτὴς μας πληροφορεῖ ὅτι ἡ κυβέρνησις ἐπιφυλάσσεται νὰ προβῇ εἰς νεωτέρας ἀνακοινώσεις, ἐφ' ὅσον τὰ γεγονότα τὸ ἐπιβάλουν.: [247, 1246, 367, 1348]
- section-koinonika: ΚΟΙΝΩΝΙΚΑ: [129, 28, 223, 46]
- summit-col-b: [497, 270, 616, 802]
- body-text: Ἐπισημαίνεται ὅτι κατὰ τὰς τελευταίας ἡμέρας αἱ συνομιλίαι συνεχίζονται εἰς ἀτμόσφαιραν καλῆς διαθέσεως, αἱ δὲ ἀρμόδιαι ὑπηρεσίαι ἀνακοινώνουν ὅτι τὸ ζήτημα θὰ ἐξετασθῇ ἐκ νέου κατὰ τὴν προσεχῆ συνεδρίασιν. Ὁ ἀνταποκριτὴς μας πληροφορεῖ ὅτι ἡ κυβέρνησις ἐπιφυλάσσεται νὰ προβῇ εἰς νεωτέρας ἀνακοινώσεις, ἐφ' ὅσον τὰ γεγονότα τὸ ἐπιβάλουν.: [10, 1541, 123, 1659]
- col4-kicker: ΠΛΗΣΙΟΝ ΤΗΣ ΑΒΑΝΑΣ: [633, 26, 708, 33]
- body-text: Ἐπισημαίνεται ὅτι κατὰ τὰς τελευταίας ἡμέρας αἱ συνομιλίαι συνεχίζονται εἰς ἀτμόσφαιραν καλῆς διαθέσεως, αἱ δὲ ἀρμόδιαι ὑπηρεσίαι ἀνακοινώνουν ὅτι τὸ ζήτημα θὰ ἐξετασθῇ ἐκ νέου κατὰ τὴν προσεχῆ συνεδρίασιν. Ὁ ἀνταποκριτὴς μας πληροφορεῖ ὅτι ἡ κυβέρνησις ἐπιφυλάσσεται νὰ προβῇ εἰς νεωτέρας ἀνακοινώσεις, ἐφ' ὅσον τὰ γεγονότα τὸ ἐπιβάλουν.: [725, 869, 837, 988]
- strike-headline: ΘΑ ΤΕΡΜΑΤΙΣΘΗ ΕΝΤΟΣ ΤΗΣ ΕΒΔΟΜΑΔΟΣ Η ΑΠΕΡΓΙΑ ΤΩΝ «ΑΣΤΕΡΩΝ»: [622, 397, 719, 433]
- body-text: Ἐπισημαίνεται ὅτι κατὰ τὰς τελευταίας ἡμέρας αἱ συνομιλίαι συνεχίζονται εἰς ἀτμόσφαιραν καλῆς διαθέσεως, αἱ δὲ ἀρμόδιαι ὑπηρεσίαι ἀνακοινώνουν ὅτι τὸ ζήτημα θὰ ἐξετασθῇ ἐκ νέου κατὰ τὴν προσεχῆ συνεδρίασιν. Ὁ ἀνταποκριτὴς μας πληροφορεῖ ὅτι ἡ κυβέρνησις ἐπιφυλάσσεται νὰ προβῇ εἰς νεωτέρας ἀνακοινώσεις, ἐφ' ὅσον τὰ γεγονότα τὸ ἐπιβάλουν.: [843, 322, 955, 441]
- subsection-dialysis: Διάλυσις ἀρραβώνων: [129, 709, 200, 734]
- section-prosklisis: ΠΡΟΣΚΛΗΣΕΙΣ: [10, 2085, 148, 2108]
- body-text: Ἐπισημαίνεται ὅτι κατὰ τὰς τελευταίας ἡμέρας αἱ συνομιλίαι συνεχίζονται εἰς ἀτμόσφαιραν καλῆς διαθέσεως, αἱ δὲ ἀρμόδιαι ὑπηρεσίαι ἀνακοινώνουν ὅτι τὸ ζήτημα θὰ ἐξετασθῇ ἐκ νέου κατὰ τὴν προσεχῆ συνεδρίασιν. Ὁ ἀνταποκριτὴς μας πληροφορεῖ ὅτι ἡ κυβέρνησις ἐπιφυλάσσεται νὰ προβῇ εἰς νεωτέρας ἀνακοινώσεις, ἐφ' ὅσον τὰ γεγονότα τὸ ἐπιβάλουν.: [247, 1117, 367, 1219]
- italy-body: [725, 858, 955, 1045]
- chiang-headline: ΕΠΑΝΕΞΕΛΕΓΗ ΠΡΟΕΔΡΟΣ Ο ΤΣΑΓΚ ΚΑΪ ΣΕΚ: [250, 1495, 364, 1514]
- body-text: Ἐπισημαίνεται ὅτι κατὰ τὰς τελευταίας ἡμέρας αἱ συνομιλίαι συνεχίζονται εἰς ἀτμόσφαιραν καλῆς διαθέσεως, αἱ δὲ ἀρμόδιαι ὑπηρεσίαι ἀνακοινώνουν ὅτι τὸ ζήτημα θὰ ἐξετασθῇ ἐκ νέου κατὰ τὴν προσεχῆ συνεδρίασιν. Ὁ ἀνταποκριτὴς μας πληροφορεῖ ὅτι ἡ κυβέρνησις ἐπιφυλάσσεται νὰ προβῇ εἰς νεωτέρας ἀνακοινώσεις, ἐφ' ὅσον τὰ γεγονότα τὸ ἐπιβάλουν.: [10, 825, 123, 943]
- ufo-body: [725, 1192, 955, 1498]
- andreadis-sub: ΠΡΟΕΔΡΟΣ ΤΗΣ ΤΡΑΠΕΖΗΣ ΕΜΠΟΡΙΚΗΣ ΚΑΙ ΙΟΝΙΚΗΣ: [258, 310, 355, 327]
- economy-author-2: τοῦ ἐμπορικοβιομηχανικοῦ ἐπιμελητηρίου: [768, 311, 911, 321]
- ufo-deck-2: ΟΙ ΚΑΤΟΙΚΟΙ ΑΛΛΩΝ ΚΟΣΜΩΝ ΑΝΗΣΥΧΟΥΝ...: [725, 1176, 955, 1189]
- section-efcharistiria: ΕΥΧΑΡΙΣΤΗΡΙΑ: [10, 1784, 153, 1807]
- lecture-photo: [247, 1667, 616, 1818]
- body-text: Ἐπισημαίνεται ὅτι κατὰ τὰς τελευταίας ἡμέρας αἱ συνομιλίαι συνεχίζονται εἰς ἀτμόσφαιραν καλῆς διαθέσεως, αἱ δὲ ἀρμόδιαι ὑπηρεσίαι ἀνακοινώνουν ὅτι τὸ ζήτημα θὰ ἐξετασθῇ ἐκ νέου κατὰ τὴν προσεχῆ συνεδρίασιν. Ὁ ἀνταποκριτὴς μας πληροφορεῖ ὅτι ἡ κυβέρνησις ἐπιφυλάσσεται νὰ προβῇ εἰς νεωτέρας ἀνακοινώσεις, ἐφ' ὅσον τὰ γεγονότα τὸ ἐπιβάλουν.: [247, 573, 367, 675]
- andreadis-photo: [247, 329, 367, 458]
- subsection-doreai: Δωρεαί: [129, 1111, 173, 1123]
- body-text: Ἐπισημαίνεται ὅτι κατὰ τὰς τελευταίας ἡμέρας αἱ συνομιλίαι συνεχίζονται εἰς ἀτμόσφαιραν καλῆς διαθέσεως, αἱ δὲ ἀρμόδιαι ὑπηρεσίαι ἀνακοινώνουν ὅτι τὸ ζήτημα θὰ ἐξετασθῇ ἐκ νέου κατὰ τὴν προσεχῆ συνεδρίασιν. Ὁ ἀνταποκριτὴς μας πληροφορεῖ ὅτι ἡ κυβέρνησις ἐπιφυλάσσεται νὰ προβῇ εἰς νεωτέρας ἀνακοινώσεις, ἐφ' ὅσον τὰ γεγονότα τὸ ἐπιβάλουν.: [247, 1525, 367, 1627]
- body-text: Ἐπισημαίνεται ὅτι κατὰ τὰς τελευταίας ἡμέρας αἱ συνομιλίαι συνεχίζονται εἰς ἀτμόσφαιραν καλῆς διαθέσεως, αἱ δὲ ἀρμόδιαι ὑπηρεσίαι ἀνακοινώνουν ὅτι τὸ ζήτημα θὰ ἐξετασθῇ ἐκ νέου κατὰ τὴν προσεχῆ συνεδρίασιν. Ὁ ἀνταποκριτὴς μας πληροφορεῖ ὅτι ἡ κυβέρνησις ἐπιφυλάσσεται νὰ προβῇ εἰς νεωτέρας ἀνακοινώσεις, ἐφ' ὅσον τὰ γεγονότα τὸ ἐπιβάλουν.: [622, 1632, 719, 1759]
- body-text: Ἐπισημαίνεται ὅτι κατὰ τὰς τελευταίας ἡμέρας αἱ συνομιλίαι συνεχίζονται εἰς ἀτμόσφαιραν καλῆς διαθέσεως, αἱ δὲ ἀρμόδιαι ὑπηρεσίαι ἀνακοινώνουν ὅτι τὸ ζήτημα θὰ ἐξετασθῇ ἐκ νέου κατὰ τὴν προσεχῆ συνεδρίασιν. Ὁ ἀνταποκριτὴς μας πληροφορεῖ ὅτι ἡ κυβέρνησις ἐπιφυλάσσεται νὰ προβῇ εἰς νεωτέρας ἀνακοινώσεις, ἐφ' ὅσον τὰ γεγονότα τὸ ἐπιβάλουν.: [10, 1183, 123, 1301]
- africa-deck-2: ΕΧΡΗΣΙΜΟΠΟΙΗΘΗΣΑΝ ΚΑΤΑ ΤΩΝ ΑΠΟΙΚΩΝ: [285, 928, 578, 944]
- subsection-arravones: Ἀρραβῶνες: [129, 50, 195, 62]
- body-text: Ἐπισημαίνεται ὅτι κατὰ τὰς τελευταίας ἡμέρας αἱ συνομιλίαι συνεχίζονται εἰς ἀτμόσφαιραν καλῆς διαθέσεως, αἱ δὲ ἀρμόδιαι ὑπηρεσίαι ἀνακοινώνουν ὅτι τὸ ζήτημα θὰ ἐξετασθῇ ἐκ νέου κατὰ τὴν προσεχῆ συνεδρίασιν. Ὁ ἀνταποκριτὴς μας πληροφορεῖ ὅτι ἡ κυβέρνησις ἐπιφυλάσσεται νὰ προβῇ εἰς νεωτέρας ἀνακοινώσεις, ἐφ' ὅσον τὰ γεγονότα τὸ ἐπιβάλουν.: [129, 2456, 241, 2575]
- body-text: Ἐπισημαίνεται ὅτι κατὰ τὰς τελευταίας ἡμέρας αἱ συνομιλίαι συνεχίζονται εἰς ἀτμόσφαιραν καλῆς διαθέσεως, αἱ δὲ ἀρμόδιαι ὑπηρεσίαι ἀνακοινώνουν ὅτι τὸ ζήτημα θὰ ἐξετασθῇ ἐκ νέου κατὰ τὴν προσεχῆ συνεδρίασιν. Ὁ ἀνταποκριτὴς μας πληροφορεῖ ὅτι ἡ κυβέρνησις ἐπιφυλάσσεται νὰ προβῇ εἰς νεωτέρας ἀνακοινώσεις, ἐφ' ὅσον τὰ γεγονότα τὸ ἐπιβάλουν.: [725, 1202, 837, 1321]
- body-text: Ἐπισημαίνεται ὅτι κατὰ τὰς τελευταίας ἡμέρας αἱ συνομιλίαι συνεχίζονται εἰς ἀτμόσφαιραν καλῆς διαθέσεως, αἱ δὲ ἀρμόδιαι ὑπηρεσίαι ἀνακοινώνουν ὅτι τὸ ζήτημα θὰ ἐξετασθῇ ἐκ νέου κατὰ τὴν προσεχῆ συνεδρίασιν. Ὁ ἀνταποκριτὴς μας πληροφορεῖ ὅτι ἡ κυβέρνησις ἐπιφυλάσσεται νὰ προβῇ εἰς νεωτέρας ἀνακοινώσεις, ἐφ' ὅσον τὰ γεγονότα τὸ ἐπιβάλουν.: [129, 2085, 241, 2204]
- body-text: Ἐπισημαίνεται ὅτι κατὰ τὰς τελευταίας ἡμέρας αἱ συνομιλίαι συνεχίζονται εἰς ἀτμόσφαιραν καλῆς διαθέσεως, αἱ δὲ ἀρμόδιαι ὑπηρεσίαι ἀνακοινώνουν ὅτι τὸ ζήτημα θὰ ἐξετασθῇ ἐκ νέου κατὰ τὴν προσεχῆ συνεδρίασιν. Ὁ ἀνταποκριτὴς μας πληροφορεῖ ὅτι ἡ κυβέρνησις ἐπιφυλάσσεται νὰ προβῇ εἰς νεωτέρας ἀνακοινώσεις, ἐφ' ὅσον τὰ γεγονότα τὸ ἐπιβάλουν.: [371, 699, 492, 801]
- body-text: Ἐπισημαίνεται ὅτι κατὰ τὰς τελευταίας ἡμέρας αἱ συνομιλίαι συνεχίζονται εἰς ἀτμόσφαιραν καλῆς διαθέσεως, αἱ δὲ ἀρμόδιαι ὑπηρεσίαι ἀνακοινώνουν ὅτι τὸ ζήτημα θὰ ἐξετασθῇ ἐκ νέου κατὰ τὴν προσεχῆ συνεδρίασιν. Ὁ ἀνταποκριτὴς μας πληροφορεῖ ὅτι ἡ κυβέρνησις ἐπιφυλάσσεται νὰ προβῇ εἰς νεωτέρας ἀνακοινώσεις, ἐφ' ὅσον τὰ γεγονότα τὸ ἐπιβάλουν.: [725, 1322, 837, 1440]
- body-text: Ἐπισημαίνεται ὅτι κατὰ τὰς τελευταίας ἡμέρας αἱ συνομιλίαι συνεχίζονται εἰς ἀτμόσφαιραν καλῆς διαθέσεως, αἱ δὲ ἀρμόδιαι ὑπηρεσίαι ἀνακοινώνουν ὅτι τὸ ζήτημα θὰ ἐξετασθῇ ἐκ νέου κατὰ τὴν προσεχῆ συνεδρίασιν. Ὁ ἀνταποκριτὴς μας πληροφορεῖ ὅτι ἡ κυβέρνησις ἐπιφυλάσσεται νὰ προβῇ εἰς νεωτέρας ἀνακοινώσεις, ἐφ' ὅσον τὰ γεγονότα τὸ ἐπιβάλουν.: [247, 1014, 367, 1116]
- column-2: [129, 24, 241, 2576]
- dateline: ΤΖΑΚΑΡΤΑ, 21. (Ἀσσ. Πρές).: [622, 1057, 719, 1074]
- kastoria-sub: ΜΕΓΑΛΗ ΣΥΓΚΕΝΤΡΩΣΙΣ ΔΙΑΜΑΡΤΥΡΙΑΣ: [631, 835, 710, 850]
- body-text: Ἐπισημαίνεται ὅτι κατὰ τὰς τελευταίας ἡμέρας αἱ συνομιλίαι συνεχίζονται εἰς ἀτμόσφαιραν καλῆς διαθέσεως, αἱ δὲ ἀρμόδιαι ὑπηρεσίαι ἀνακοινώνουν ὅτι τὸ ζήτημα θὰ ἐξετασθῇ ἐκ νέου κατὰ τὴν προσεχῆ συνεδρίασιν. Ὁ ἀνταποκριτὴς μας πληροφορεῖ ὅτι ἡ κυβέρνησις ἐπιφυλάσσεται νὰ προβῇ εἰς νεωτέρας ἀνακοινώσεις, ἐφ' ὅσον τὰ γεγονότα τὸ ἐπιβάλουν.: [843, 680, 955, 799]
- economy-headline: ΑΙ ΕΛΛΗΝΟΓΙΟΥΓΚΟΣΛΑΒΙΚΑΙ ΟΙΚΟΝΟΜΙΚΑΙ ΣΧΕΣΕΙΣ: [725, 242, 976, 299]
- africa-col-b: [497, 970, 616, 1629]
- column-rule: [244, 24, 245, 1428]
- body-text: Ἐπισημαίνεται ὅτι κατὰ τὰς τελευταίας ἡμέρας αἱ συνομιλίαι συνεχίζονται εἰς ἀτμόσφαιραν καλῆς διαθέσεως, αἱ δὲ ἀρμόδιαι ὑπηρεσίαι ἀνακοινώνουν ὅτι τὸ ζήτημα θὰ ἐξετασθῇ ἐκ νέου κατὰ τὴν προσεχῆ συνεδρίασιν. Ὁ ἀνταποκριτὴς μας πληροφορεῖ ὅτι ἡ κυβέρνησις ἐπιφυλάσσεται νὰ προβῇ εἰς νεωτέρας ἀνακοινώσεις, ἐφ' ὅσον τὰ γεγονότα τὸ ἐπιβάλουν.: [129, 588, 241, 706]
- body-text: Ἐπισημαίνεται ὅτι κατὰ τὰς τελευταίας ἡμέρας αἱ συνομιλίαι συνεχίζονται εἰς ἀτμόσφαιραν καλῆς διαθέσεως, αἱ δὲ ἀρμόδιαι ὑπηρεσίαι ἀνακοινώνουν ὅτι τὸ ζήτημα θὰ ἐξετασθῇ ἐκ νέου κατὰ τὴν προσεχῆ συνεδρίασιν. Ὁ ἀνταποκριτὴς μας πληροφορεῖ ὅτι ἡ κυβέρνησις ἐπιφυλάσσεται νὰ προβῇ εἰς νεωτέρας ἀνακοινώσεις, ἐφ' ὅσον τὰ γεγονότα τὸ ἐπιβάλουν.: [843, 442, 955, 561]
- column-rule: [721, 24, 722, 1428]
- andreadis-story: [247, 270, 367, 802]
- body-text: Ἐπισημαίνεται ὅτι κατὰ τὰς τελευταίας ἡμέρας αἱ συνομιλίαι συνεχίζονται εἰς ἀτμόσφαιραν καλῆς διαθέσεως, αἱ δὲ ἀρμόδιαι ὑπηρεσίαι ἀνακοινώνουν ὅτι τὸ ζήτημα θὰ ἐξετασθῇ ἐκ νέου κατὰ τὴν προσεχῆ συνεδρίασιν. Ὁ ἀνταποκριτὴς μας πληροφορεῖ ὅτι ἡ κυβέρνησις ἐπιφυλάσσεται νὰ προβῇ εἰς νεωτέρας ἀνακοινώσεις, ἐφ' ὅσον τὰ γεγονότα τὸ ἐπιβάλουν.: [10, 1660, 123, 1779]
- main-deck-1: Ἡ Ἀμερικὴ ἐλπίζει νὰ μειωθῇ οὕτως ἡ ἔντασις: [269, 168, 594, 186]
- body-text: Ἐπισημαίνεται ὅτι κατὰ τὰς τελευταίας ἡμέρας αἱ συνομιλίαι συνεχίζονται εἰς ἀτμόσφαιραν καλῆς διαθέσεως, αἱ δὲ ἀρμόδιαι ὑπηρεσίαι ἀνακοινώνουν ὅτι τὸ ζήτημα θὰ ἐξετασθῇ ἐκ νέου κατὰ τὴν προσεχῆ συνεδρίασιν. Ὁ ἀνταποκριτὴς μας πληροφορεῖ ὅτι ἡ κυβέρνησις ἐπιφυλάσσεται νὰ προβῇ εἰς νεωτέρας ἀνακοινώσεις, ἐφ' ὅσον τὰ γεγονότα τὸ ἐπιβάλουν.: [129, 1498, 241, 1617]
- signature: ΠΑΡΜ. ΣΤΕΡΓΙΟΥ: [885, 800, 955, 809]
- body-text: Ἐπισημαίνεται ὅτι κατὰ τὰς τελευταίας ἡμέρας αἱ συνομιλίαι συνεχίζονται εἰς ἀτμόσφαιραν καλῆς διαθέσεως, αἱ δὲ ἀρμόδιαι ὑπηρεσίαι ἀνακοινώνουν ὅτι τὸ ζήτημα θὰ ἐξετασθῇ ἐκ νέου κατὰ τὴν προσεχῆ συνεδρίασιν. Ὁ ἀνταποκριτὴς μας πληροφορεῖ ὅτι ἡ κυβέρνησις ἐπιφυλάσσεται νὰ προβῇ εἰς νεωτέρας ἀνακοινώσεις, ἐφ' ὅσον τὰ γεγονότα τὸ ἐπιβάλουν.: [133, 1665, 238, 1792]
- body-text: Ἐπισημαίνεται ὅτι κατὰ τὰς τελευταίας ἡμέρας αἱ συνομιλίαι συνεχίζονται εἰς ἀτμόσφαιραν καλῆς διαθέσεως, αἱ δὲ ἀρμόδιαι ὑπηρεσίαι ἀνακοινώνουν ὅτι τὸ ζήτημα θὰ ἐξετασθῇ ἐκ νέου κατὰ τὴν προσεχῆ συνεδρίασιν. Ὁ ἀνταποκριτὴς μας πληροφορεῖ ὅτι ἡ κυβέρνησις ἐπιφυλάσσεται νὰ προβῇ εἰς νεωτέρας ἀνακοινώσεις, ἐφ' ὅσον τὰ γεγονότα τὸ ἐπιβάλουν.: [371, 392, 492, 494]
- africa-headline: 56 ΝΕΚΡΟΙ ΚΑΙ 162 ΤΡΑΥΜΑΤΙΑΙ ΕΙΣ ΣΥΓΚΡΟΥΣΕΙΣ ΝΟΤ. ΑΦΡΙΚΗΝ ΜΕΤΑΞΥ ΙΘΑΓΕΝΩΝ - ΑΣΤΥΝΟΜΙΚΩΝ: [250, 822, 614, 911]
- body-text: Ἐπισημαίνεται ὅτι κατὰ τὰς τελευταίας ἡμέρας αἱ συνομιλίαι συνεχίζονται εἰς ἀτμόσφαιραν καλῆς διαθέσεως, αἱ δὲ ἀρμόδιαι ὑπηρεσίαι ἀνακοινώνουν ὅτι τὸ ζήτημα θὰ ἐξετασθῇ ἐκ νέου κατὰ τὴν προσεχῆ συνεδρίασιν. Ὁ ἀνταποκριτὴς μας πληροφορεῖ ὅτι ἡ κυβέρνησις ἐπιφυλάσσεται νὰ προβῇ εἰς νεωτέρας ἀνακοινώσεις, ἐφ' ὅσον τὰ γεγονότα τὸ ἐπιβάλουν.: [371, 1083, 492, 1185]
- dateline: ΧΑΓΗ, 21. (Ρώυτερ).: [622, 1442, 703, 1451]
- column-1: [10, 24, 147, 2391]
- body-text: Ἐπισημαίνεται ὅτι κατὰ τὰς τελευταίας ἡμέρας αἱ συνομιλίαι συνεχίζονται εἰς ἀτμόσφαιραν καλῆς διαθέσεως, αἱ δὲ ἀρμόδιαι ὑπηρεσίαι ἀνακοινώνουν ὅτι τὸ ζήτημα θὰ ἐξετασθῇ ἐκ νέου κατὰ τὴν προσεχῆ συνεδρίασιν. Ὁ ἀνταποκριτὴς μας πληροφορεῖ ὅτι ἡ κυβέρνησις ἐπιφυλάσσεται νὰ προβῇ εἰς νεωτέρας ἀνακοινώσεις, ἐφ' ὅσον τὰ γεγονότα τὸ ἐπιβάλουν.: [10, 586, 123, 705]
- africa-kicker: ΕΞ ΑΙΤΙΑΣ ΤΩΝ ΔΕΛΤΙΩΝ ΚΥΚΛΟΦΟΡΙΑΣ: [332, 809, 531, 821]
- body-text: Ἐπισημαίνεται ὅτι κατὰ τὰς τελευταίας ἡμέρας αἱ συνομιλίαι συνεχίζονται εἰς ἀτμόσφαιραν καλῆς διαθέσεως, αἱ δὲ ἀρμόδιαι ὑπηρεσίαι ἀνακοινώνουν ὅτι τὸ ζήτημα θὰ ἐξετασθῇ ἐκ νέου κατὰ τὴν προσεχῆ συνεδρίασιν. Ὁ ἀνταποκριτὴς μας πληροφορεῖ ὅτι ἡ κυβέρνησις ἐπιφυλάσσεται νὰ προβῇ εἰς νεωτέρας ἀνακοινώσεις, ἐφ' ὅσον τὰ γεγονότα τὸ ἐπιβάλουν.: [10, 1811, 123, 1929]
- school-association: ΣΥΛΛΟΓΟΣ ΓΟΝΕΩΝ ΚΑΙ ΚΗΔΕΜΟΝΩΝ Γ' ΓΥΜΝΑΣΙΟΥ ΘΕΣΣΑΛΟΝΙΚΗΣ: [16, 2113, 116, 2150]
- body-text: Ἐπισημαίνεται ὅτι κατὰ τὰς τελευταίας ἡμέρας αἱ συνομιλίαι συνεχίζονται εἰς ἀτμόσφαιραν καλῆς διαθέσεως, αἱ δὲ ἀρμόδιαι ὑπηρεσίαι ἀνακοινώνουν ὅτι τὸ ζήτημα θὰ ἐξετασθῇ ἐκ νέου κατὰ τὴν προσεχῆ συνεδρίασιν. Ὁ ἀνταποκριτὴς μας πληροφορεῖ ὅτι ἡ κυβέρνησις ἐπιφυλάσσεται νὰ προβῇ εἰς νεωτέρας ἀνακοινώσεις, ἐφ' ὅσον τὰ γεγονότα τὸ ἐπιβάλουν.: [129, 198, 241, 316]
- body-text: Ἐπισημαίνεται ὅτι κατὰ τὰς τελευταίας ἡμέρας αἱ συνομιλίαι συνεχίζονται εἰς ἀτμόσφαιραν καλῆς διαθέσεως, αἱ δὲ ἀρμόδιαι ὑπηρεσίαι ἀνακοινώνουν ὅτι τὸ ζήτημα θὰ ἐξετασθῇ ἐκ νέου κατὰ τὴν προσεχῆ συνεδρίασιν. Ὁ ἀνταποκριτὴς μας πληροφορεῖ ὅτι ἡ κυβέρνησις ἐπιφυλάσσεται νὰ προβῇ εἰς νεωτέρας ἀνακοινώσεις, ἐφ' ὅσον τὰ γεγονότα τὸ ἐπιβάλουν.: [843, 1260, 955, 1379]
- body-text: Ἐπισημαίνεται ὅτι κατὰ τὰς τελευταίας ἡμέρας αἱ συνομιλίαι συνεχίζονται εἰς ἀτμόσφαιραν καλῆς διαθέσεως, αἱ δὲ ἀρμόδιαι ὑπηρεσίαι ἀνακοινώνουν ὅτι τὸ ζήτημα θὰ ἐξετασθῇ ἐκ νέου κατὰ τὴν προσεχῆ συνεδρίασιν. Ὁ ἀνταποκριτὴς μας πληροφορεῖ ὅτι ἡ κυβέρνησις ἐπιφυλάσσεται νὰ προβῇ εἰς νεωτέρας ἀνακοινώσεις, ἐφ' ὅσον τὰ γεγονότα τὸ ἐπιβάλουν.: [129, 870, 241, 988]
- body-text: Ἐπισημαίνεται ὅτι κατὰ τὰς τελευταίας ἡμέρας αἱ συνομιλίαι συνεχίζονται εἰς ἀτμόσφαιραν καλῆς διαθέσεως, αἱ δὲ ἀρμόδιαι ὑπηρεσίαι ἀνακοινώνουν ὅτι τὸ ζήτημα θὰ ἐξετασθῇ ἐκ νέου κατὰ τὴν προσεχῆ συνεδρίασιν. Ὁ ἀνταποκριτὴς μας πληροφορεῖ ὅτι ἡ κυβέρνησις ἐπιφυλάσσεται νὰ προβῇ εἰς νεωτέρας ἀνακοινώσεις, ἐφ' ὅσον τὰ γεγονότα τὸ ἐπιβάλουν.: [497, 1211, 616, 1313]
- hamburg-sub: ΘΑ ΕΙΝΑΙ 3000 ΤΟΝΝΩΝ: [622, 643, 719, 652]
- main-deck-2: κατὰ τὰς συζητήσεις διὰ τὸ Δυτ. Βερολῖνον: [280, 187, 584, 204]
- center-block: [247, 29, 616, 1840]
- column-4: [622, 24, 719, 1760]
- cuba-headline: ΟΙ ΚΟΥΒΑΝΟΙ ΚΑΤΕΡΡΙΨΑΝ ΑΜΕΡΙΚΑΝΙΚΟΝ ΑΕΡΟΠΛΑΝΟΝ ΚΑΙ ΕΦΟΝΕΥΣΑΝ ΕΝΑ ΤΩΝ ΠΙΛΟΤΩΝ ΤΟΥ: [625, 35, 716, 89]
- africa-sub-1: 50 ΝΕΚΡΟΙ: [409, 1186, 454, 1196]
- column-rule: [619, 24, 620, 1428]
- section-mnimosyna: ΜΝΗΜΟΣΥΝΑ: [145, 1800, 225, 1814]
- italy-headline: Ο ΧΡΙΣΤΙΑΝΟΔΗΜΟΚΡΑΤΗΣ ΤΑΜΠΡΟΝΙ ΑΝΕΛΑΒΕΝ ΕΝΤΟΛΗΝ ΣΧΗΜΑΤΙΣΜΟΥ ΤΗΣ ΝΕΑΣ ΚΥΒΕΡΝΗΣΕΩΣ ΕΙΣ ΙΤΑΛΙΑΝ: [726, 816, 954, 856]
- body-text: Ἐπισημαίνεται ὅτι κατὰ τὰς τελευταίας ἡμέρας αἱ συνομιλίαι συνεχίζονται εἰς ἀτμόσφαιραν καλῆς διαθέσεως, αἱ δὲ ἀρμόδιαι ὑπηρεσίαι ἀνακοινώνουν ὅτι τὸ ζήτημα θὰ ἐξετασθῇ ἐκ νέου κατὰ τὴν προσεχῆ συνεδρίασιν. Ὁ ἀνταποκριτὴς μας πληροφορεῖ ὅτι ἡ κυβέρνησις ἐπιφυλάσσεται νὰ προβῇ εἰς νεωτέρας ἀνακοινώσεις, ἐφ' ὅσον τὰ γεγονότα τὸ ἐπιβάλουν.: [129, 453, 241, 571]
- section-ekklisia: ΕΚΚΛΗΣΙΑ: [10, 1935, 114, 1958]
- body-text: Ἐπισημαίνεται ὅτι κατὰ τὰς τελευταίας ἡμέρας αἱ συνομιλίαι συνεχίζονται εἰς ἀτμόσφαιραν καλῆς διαθέσεως, αἱ δὲ ἀρμόδιαι ὑπηρεσίαι ἀνακοινώνουν ὅτι τὸ ζήτημα θὰ ἐξετασθῇ ἐκ νέου κατὰ τὴν προσεχῆ συνεδρίασιν. Ὁ ἀνταποκριτὴς μας πληροφορεῖ ὅτι ἡ κυβέρνησις ἐπιφυλάσσεται νὰ προβῇ εἰς νεωτέρας ἀνακοινώσεις, ἐφ' ὅσον τὰ γεγονότα τὸ ἐπιβάλουν.: [371, 1301, 492, 1403]
- hamburg-kicker: ΕΙΣ ΤΟ ΑΜΒΟΥΡΓΟΝ: [637, 604, 704, 612]
- africa-deck-3: ΕΞΕΓΕΡΣΙΣ ΚΑΘ' ΟΛΗΝ ΤΗΝ ΧΩΡΑΝ: [247, 947, 616, 967]
- kilkis-headline: ΑΙ ΑΝΤΙΔΙΚΙΑΙ ΚΑΙ ΥΒΡΕΙΣ ΤΩΝ ΒΟΥΛΕΥΤΩΝ ΤΗΣ Ε.Ρ.Ε.: [250, 972, 364, 1002]
- body-text: Ἐπισημαίνεται ὅτι κατὰ τὰς τελευταίας ἡμέρας αἱ συνομιλίαι συνεχίζονται εἰς ἀτμόσφαιραν καλῆς διαθέσεως, αἱ δὲ ἀρμόδιαι ὑπηρεσίαι ἀνακοινώνουν ὅτι τὸ ζήτημα θὰ ἐξετασθῇ ἐκ νέου κατὰ τὴν προσεχῆ συνεδρίασιν. Ὁ ἀνταποκριτὴς μας πληροφορεῖ ὅτι ἡ κυβέρνησις ἐπιφυλάσσεται νὰ προβῇ εἰς νεωτέρας ἀνακοινώσεις, ἐφ' ὅσον τὰ γεγονότα τὸ ἐπιβάλουν.: [497, 374, 616, 476]
- subsection-neoi-didaktores: Νέοι διδάκτορες: [129, 439, 227, 451]
- body-text: Ἐπισημαίνεται ὅτι κατὰ τὰς τελευταίας ἡμέρας αἱ συνομιλίαι συνεχίζονται εἰς ἀτμόσφαιραν καλῆς διαθέσεως, αἱ δὲ ἀρμόδιαι ὑπηρεσίαι ἀνακοινώνουν ὅτι τὸ ζήτημα θὰ ἐξετασθῇ ἐκ νέου κατὰ τὴν προσεχῆ συνεδρίασιν. Ὁ ἀνταποκριτὴς μας πληροφορεῖ ὅτι ἡ κυβέρνησις ἐπιφυλάσσεται νὰ προβῇ εἰς νεωτέρας ἀνακοινώσεις, ἐφ' ὅσον τὰ γεγονότα τὸ ἐπιβάλουν.: [371, 494, 492, 596]
